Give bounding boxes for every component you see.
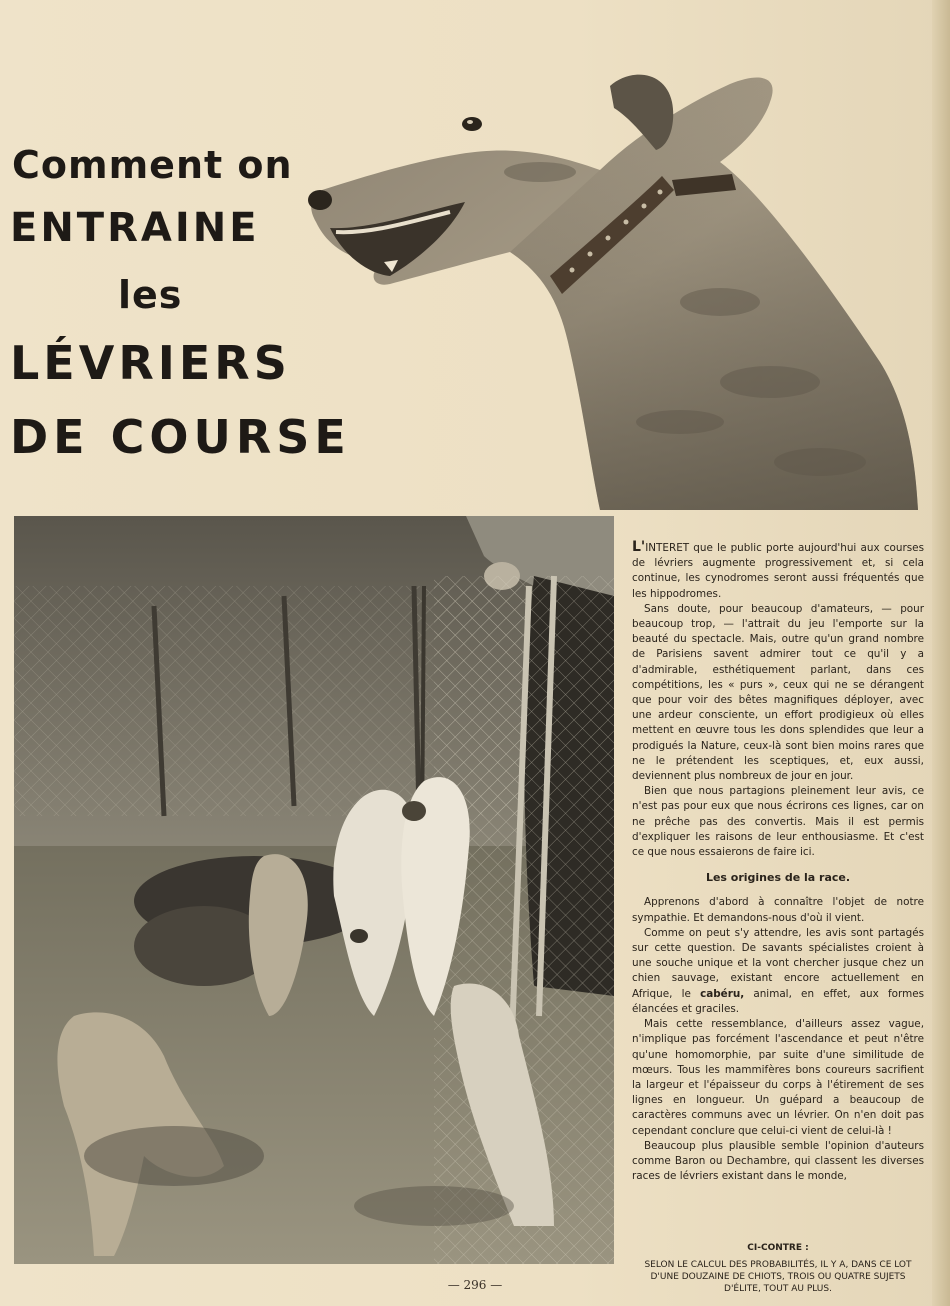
bold-term: cabéru, (700, 987, 745, 1000)
paragraph (632, 926, 924, 1017)
article-body (632, 540, 924, 1184)
section-heading: Les origines de la race. (705, 871, 851, 885)
paragraph: Sans doute, pour beaucoup d'amateurs, — pour beaucoup trop, — l'attrait du jeu l'emporte sur la beauté du spectacle. Mais, outre qu'un grand nombre de Parisiens savent admirer tout ce qu'il y a d'admirable, esthétiquement parlant, dans ces compétitions, les « purs », ceux qui ne se dérangent que pour voir des bêtes magnifiques déployer, avec une ardeur consciente, un effort prodigieux où elles mettent en œuvre tous les dons splendides que leur a prodigués la Nature, ceux-là sont bien moins rares que ne le prétendent les sceptiques, et, eux aussi, deviennent plus nombreux de jour en jour. (632, 602, 924, 783)
greyhound-photo (300, 62, 920, 512)
puppies-photo (14, 516, 614, 1264)
paragraph (632, 540, 924, 602)
paragraph-text: INTERET que le public porte aujourd'hui aux courses de lévriers augmente progressivement et, si cela continue, les cynodromes seront aussi fréquentés que les hippodromes. (632, 542, 924, 600)
paragraph: Beaucoup plus plausible semble l'opinion d'auteurs comme Baron ou Dechambre, qui classent les diverses races de lévriers existant dans le monde, (632, 1139, 924, 1183)
caption-text: SELON LE CALCUL DES PROBABILITÉS, IL Y A, DANS CE LOT D'UNE DOUZAINE DE CHIOTS, TROIS OU QUATRE SUJETS D'ÉLITE, TOUT AU PLUS. (644, 1260, 912, 1294)
title-line-3: les (118, 273, 183, 317)
drop-cap: L' (632, 539, 646, 555)
paragraph: Mais cette ressemblance, d'ailleurs assez vague, n'implique pas forcément l'ascendance et peut n'être qu'une homomorphie, par suite d'une similitude de mœurs. Tous les mammifères bons coureurs sacrifient la largeur et l'épaisseur du corps à l'étirement de ses lignes en longueur. Un guépard a beaucoup de caractères communs avec un lévrier. On n'en doit pas cependant conclure que celui-ci vient de celui-là ! (632, 1018, 924, 1137)
page-edge (932, 0, 950, 1306)
title-line-1: Comment on (12, 143, 293, 187)
paragraph-text: animal, en effet, aux formes élancées et graciles. (632, 987, 924, 1015)
page-number: — 296 — (447, 1278, 503, 1292)
paragraph: Bien que nous partagions pleinement leur avis, ce n'est pas pour eux que nous écrirons ces lignes, car on ne prêche pas des convertis. Mais il est permis d'expliquer les raisons de leur enthousiasme. Et c'est ce que nous essaierons de faire ici. (632, 785, 924, 859)
paragraph-text: Comme on peut s'y attendre, les avis sont partagés sur cette question. De savants spécialistes croient à une souche unique et la vont chercher jusque chez un chien sauvage, existant encore actuellement en Afrique, le (632, 926, 924, 1000)
title-line-5: DE COURSE (10, 410, 351, 464)
caption-heading: CI-CONTRE : (747, 1243, 809, 1253)
title-line-2: ENTRAINE (10, 205, 260, 251)
paragraph: Apprenons d'abord à connaître l'objet de notre sympathie. Et demandons-nous d'où il vient. (632, 896, 924, 924)
title-line-4: LÉVRIERS (10, 336, 291, 390)
